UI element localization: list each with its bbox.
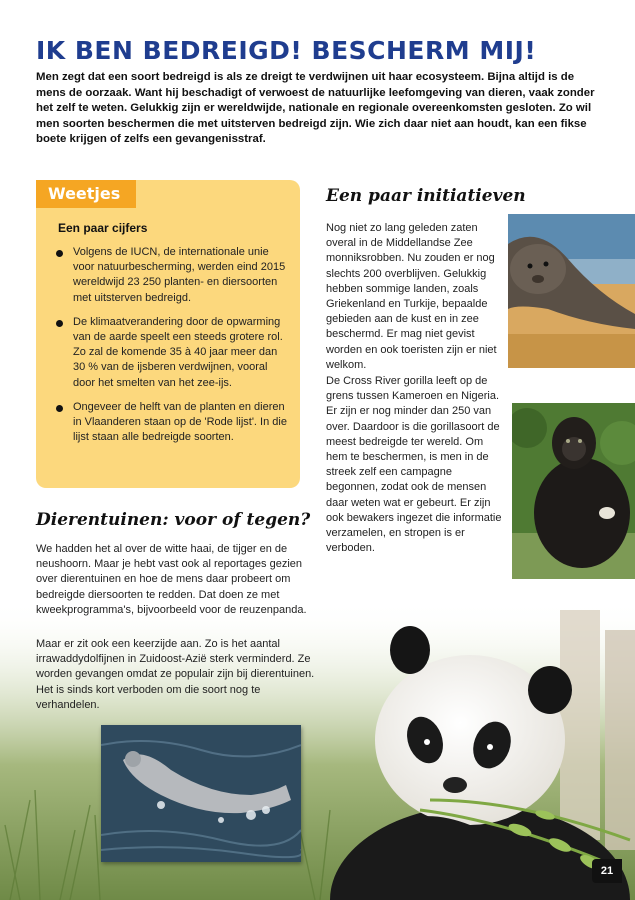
fact-item <box>56 400 292 446</box>
irrawaddy-dolphin-photo <box>101 725 301 862</box>
fact-text: Ongeveer de helft van de planten en dieren in Vlaanderen staan op de 'Rode lijst'. In die lijst staan alle bedreigde soorten. <box>73 400 287 444</box>
fact-item <box>56 315 292 391</box>
weetjes-subtitle: Een paar cijfers <box>58 221 148 235</box>
bullet-icon <box>56 250 63 257</box>
zoos-paragraph-1: We hadden het al over de witte haai, de tijger en de neushoorn. Maar je hebt vast ook al reportages gezien over dierentuinen en hoe de mens daar probeert om bedreigde diersoorten te redden. Dat doen ze met kweekprogramma's, bijvoorbeeld voor de reuzenpanda. <box>36 543 307 616</box>
initiatives-heading: Een paar initiatieven <box>326 186 526 206</box>
bullet-icon <box>56 320 63 327</box>
bullet-icon <box>56 405 63 412</box>
zoos-paragraph-2: Maar er zit ook een keerzijde aan. Zo is het aantal irrawaddydolfijnen in Zuidoost-Azië sterk verminderd. Ze worden gevangen omdat ze populair zijn bij dierentuinen. Het is sinds kort verboden om die soort nog te verhandelen. <box>36 638 315 711</box>
gorilla-photo <box>512 403 635 579</box>
gorilla-paragraph: De Cross River gorilla leeft op de grens tussen Kameroen en Nigeria. Er zijn er nog minder dan 250 van over. Daardoor is die gorillasoort de meest bedreigde ter wereld. Om hem te beschermen, is men in de streek zelf een campagne begonnen, zodat ook de mensen daar weten wat er gebeurt. Er zijn ook bewakers ingezet die informatie verzamelen, en stropen is er verboden. <box>326 375 502 555</box>
page-title: IK BEN BEDREIGD! BESCHERM MIJ! <box>36 36 537 65</box>
weetjes-tab: Weetjes <box>36 180 136 208</box>
zoos-heading: Dierentuinen: voor of tegen? <box>36 510 311 530</box>
fact-text: Volgens de IUCN, de internationale unie voor natuurbescherming, werden eind 2015 wereldwijd 23 250 planten- en diersoorten met uitsterven bedreigd. <box>73 246 286 304</box>
page-number: 21 <box>592 859 622 883</box>
monk-seal-photo <box>508 214 635 368</box>
fact-text: De klimaatverandering door de opwarming van de aarde speelt een steeds grotere rol. Zo zal de komende 35 à 40 jaar meer dan 30 % van de ijsberen verdwijnen, vooral door het smelten van het zee-ijs. <box>73 315 283 389</box>
intro-paragraph: Men zegt dat een soort bedreigd is als ze dreigt te verdwijnen uit haar ecosysteem. Bijna altijd is de mens de oorzaak. Want hij beschadigt of verwoest de natuurlijke leefomgeving van dieren, vaak zonder het zelf te weten. Gelukkig zijn er wereldwijde, nationale en regionale overeenkomsten gesloten. Zo wil men soorten beschermen die met uitsterven bedreigd zijn. Wie zich daar niet aan houdt, kan een fikse boete krijgen of zelfs een gevangenisstraf. <box>36 71 595 146</box>
monk-seal-paragraph: Nog niet zo lang geleden zaten overal in de Middellandse Zee monniksrobben. Nu zouden er nog slechts 200 overblijven. Gelukkig hebben sommige landen, zoals Griekenland en Turkije, bepaalde gebieden aan de kust en in zee beschermd. Er mag niet gevist worden en ook toeristen zijn er niet welkom. <box>326 222 497 371</box>
facts-list <box>56 245 292 454</box>
fact-item <box>56 245 292 306</box>
